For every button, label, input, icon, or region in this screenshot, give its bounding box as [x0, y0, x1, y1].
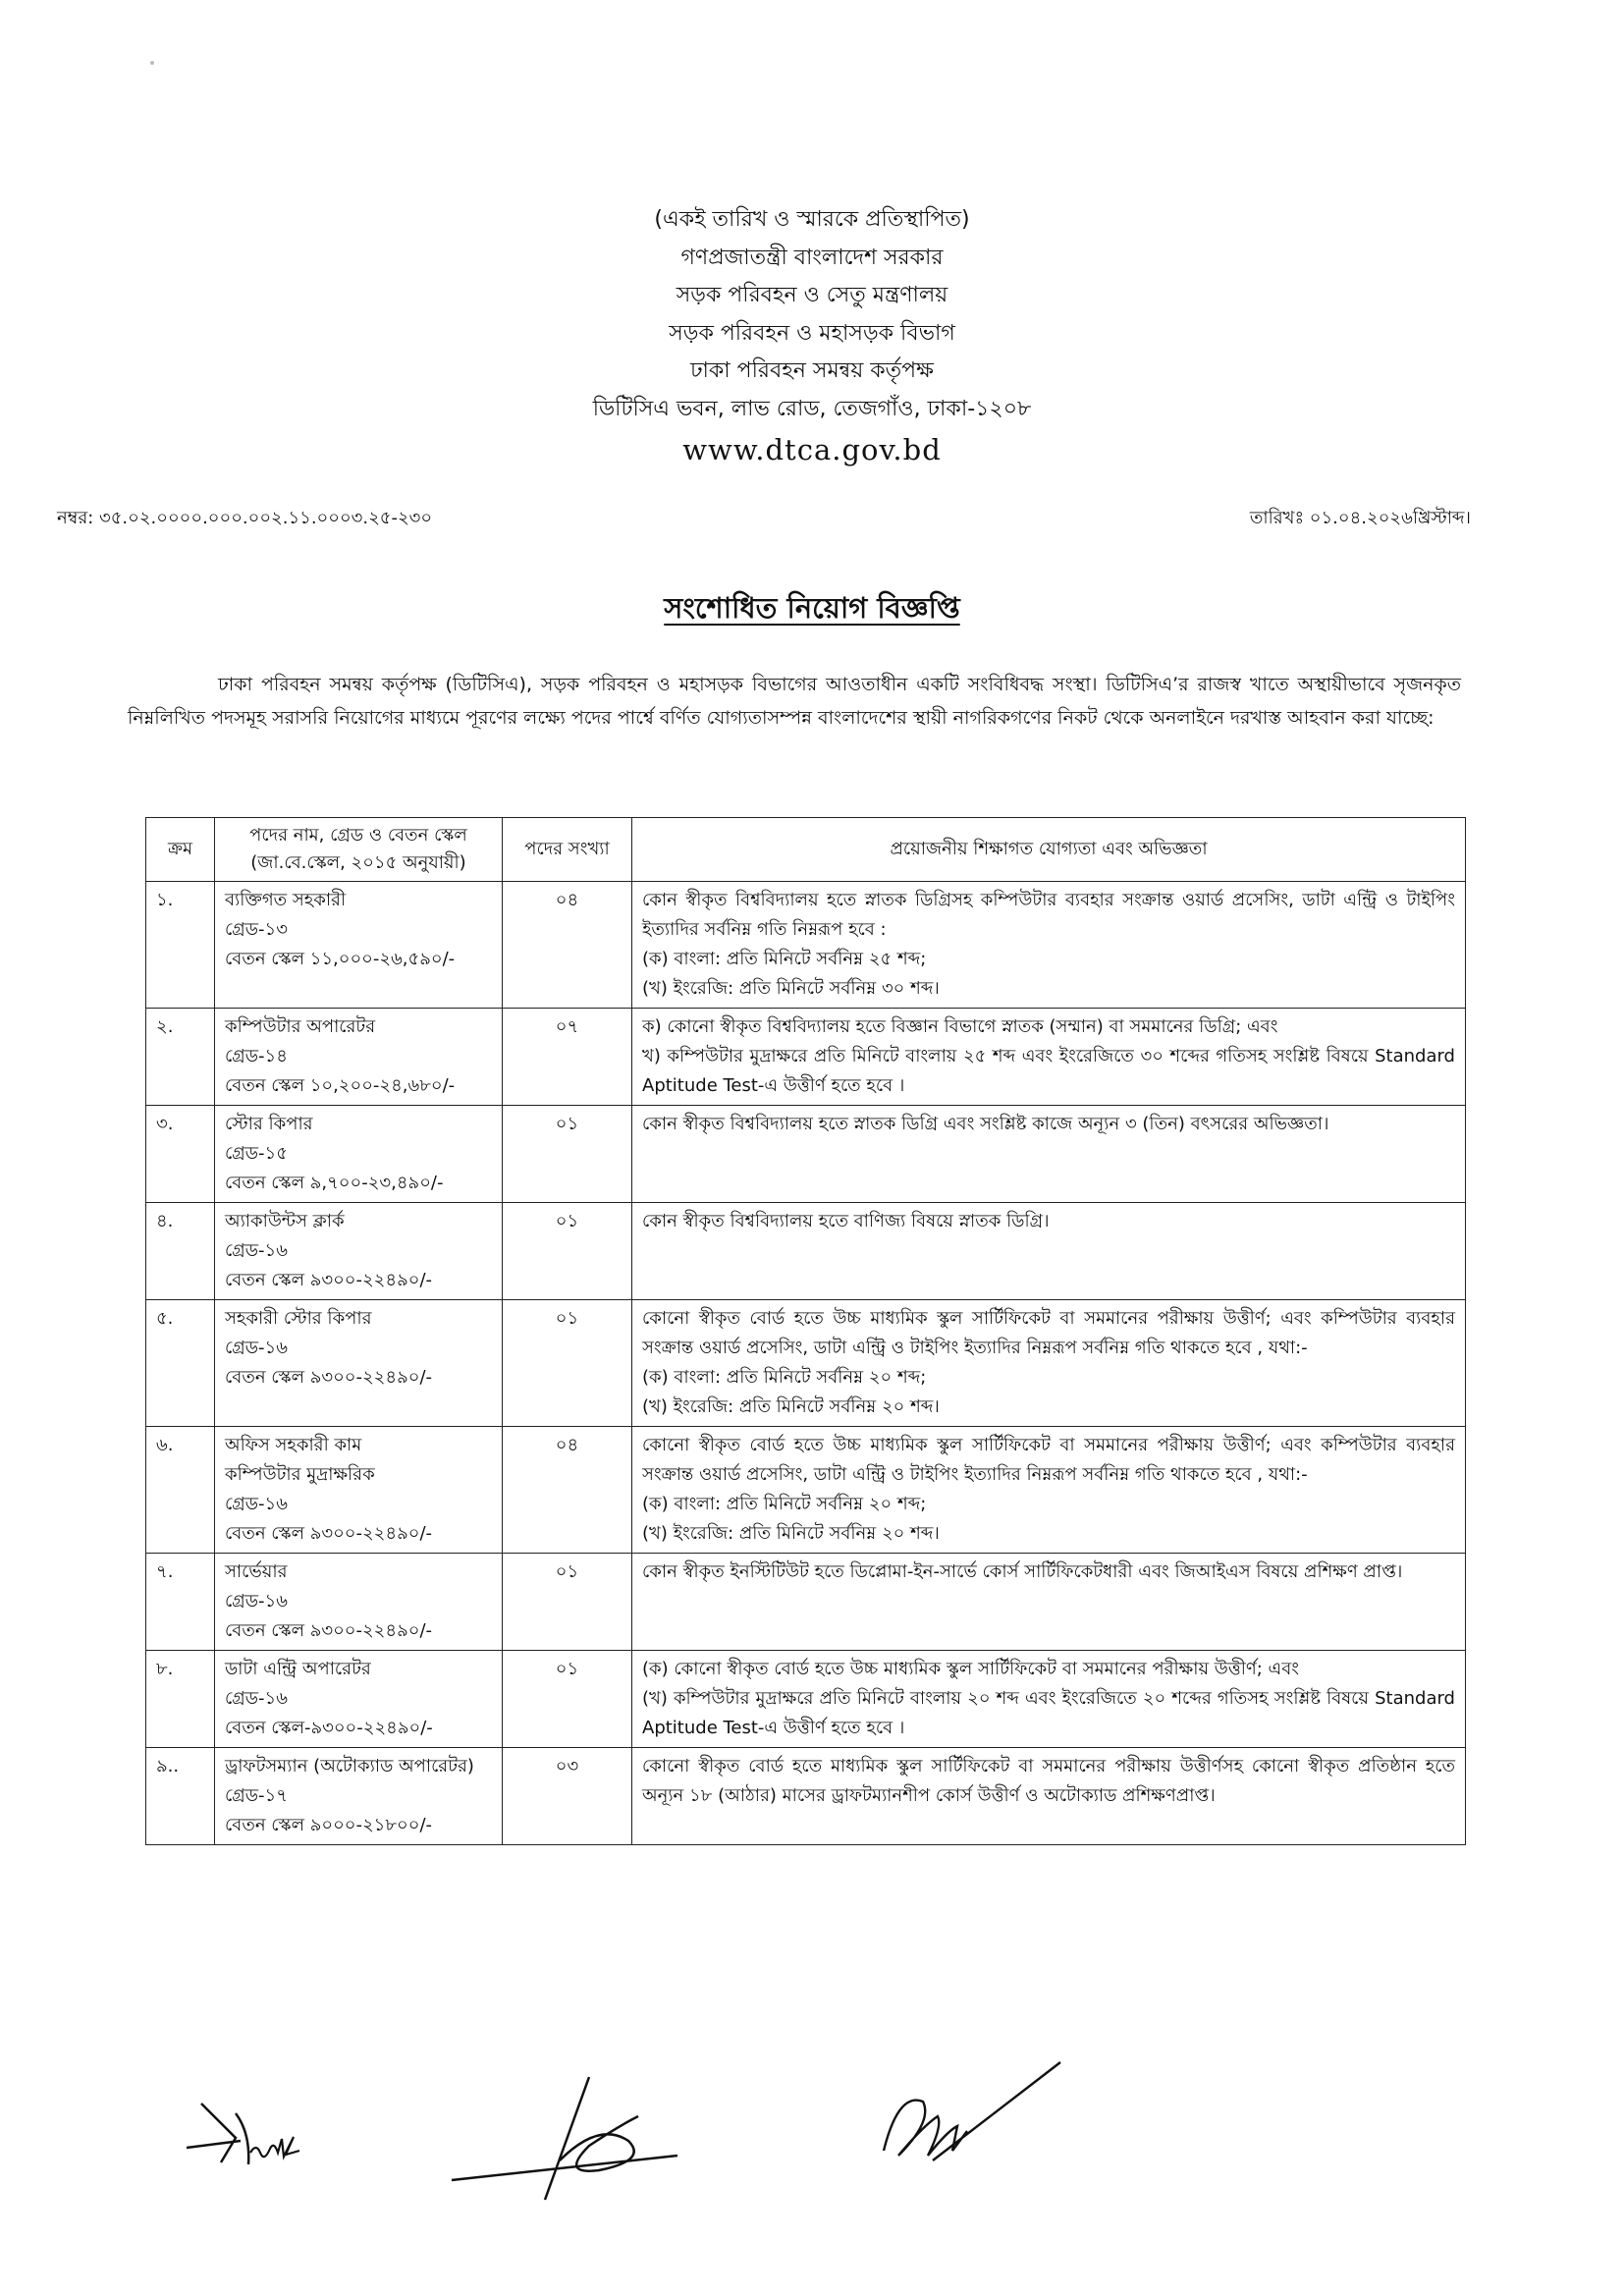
row-serial: ৭.	[146, 1554, 215, 1651]
post-detail-line: ব্যক্তিগত সহকারী	[225, 890, 347, 910]
signature-area	[0, 2043, 1624, 2239]
row-serial: ২.	[146, 1009, 215, 1106]
row-post-count: ০১	[503, 1651, 632, 1748]
signature-right	[864, 2043, 1080, 2190]
table-row	[146, 1203, 1466, 1300]
memo-number: নম্বর: ৩৫.০২.০০০০.০০০.০০২.১১.০০০৩.২৫-২৩০	[57, 508, 433, 528]
post-detail-line: বেতন স্কেল ৯০০০-২১৮০০/-	[225, 1815, 433, 1835]
post-detail-line: গ্রেড-১৭	[225, 1785, 288, 1806]
table-row	[146, 1748, 1466, 1845]
header-line-division: সড়ক পরিবহন ও মহাসড়ক বিভাগ	[669, 320, 955, 346]
intro-paragraph: ঢাকা পরিবহন সমন্বয় কর্তৃপক্ষ (ডিটিসিএ), সড়ক পরিবহন ও মহাসড়ক বিভাগের আওতাধীন একটি সংবিধিবদ্ধ সংস্থা। ডিটিসিএ’র রাজস্ব খাতে অস্থায়ীভাবে সৃজনকৃত নিম্নলিখিত পদসমূহ সরাসরি নিয়োগের মাধ্যমে পূরণের লক্ষ্যে পদের পার্শ্বে বর্ণিত যোগ্যতাসম্পন্ন বাংলাদেশের স্থায়ী নাগরিকগণের নিকট থেকে অনলাইনে দরখাস্ত আহবান করা যাচ্ছে:	[128, 674, 1461, 729]
row-post-count: ০৭	[503, 1009, 632, 1106]
post-detail-line: অ্যাকাউন্টস ক্লার্ক	[225, 1211, 345, 1231]
post-detail-line: কম্পিউটার অপারেটর	[225, 1016, 376, 1037]
row-post-details	[215, 1106, 503, 1203]
table-row	[146, 1009, 1466, 1106]
header-serial: ক্রম	[146, 818, 215, 882]
header-line-address: ডিটিসিএ ভবন, লাভ রোড, তেজগাঁও, ঢাকা-১২০৮	[592, 396, 1032, 421]
qualification-line: (ক) বাংলা: প্রতি মিনিটে সর্বনিম্ন ২০ শব্দ;	[642, 1367, 927, 1388]
row-post-details	[215, 1651, 503, 1748]
row-qualification	[632, 882, 1466, 1009]
row-serial: ১.	[146, 882, 215, 1009]
row-qualification	[632, 1427, 1466, 1554]
post-detail-line: কম্পিউটার মুদ্রাক্ষরিক	[225, 1464, 375, 1485]
post-detail-line: বেতন স্কেল ৯,৭০০-২৩,৪৯০/-	[225, 1173, 444, 1193]
qualification-line: কোনো স্বীকৃত বোর্ড হতে উচ্চ মাধ্যমিক স্কুল সার্টিফিকেট বা সমমানের পরীক্ষায় উত্তীর্ণ; এবং কম্পিউটার ব্যবহার সংক্রান্ত ওয়ার্ড প্রসেসিং, ডাটা এন্ট্রি ও টাইপিং ইত্যাদির নিম্নরূপ সর্বনিম্ন গতি থাকতে হবে , যথা:-	[642, 1308, 1455, 1358]
notice-title-text: সংশোধিত নিয়োগ বিজ্ঞপ্তি	[664, 591, 960, 625]
header-count: পদের সংখ্যা	[503, 818, 632, 882]
row-serial: ৮.	[146, 1651, 215, 1748]
post-detail-line: গ্রেড-১৬	[225, 1240, 288, 1261]
table-row	[146, 882, 1466, 1009]
qualification-line: (খ) ইংরেজি: প্রতি মিনিটে সর্বনিম্ন ২০ শব্দ।	[642, 1396, 940, 1417]
post-detail-line: বেতন স্কেল ১০,২০০-২৪,৬৮০/-	[225, 1075, 456, 1096]
post-detail-line: স্টোর কিপার	[225, 1114, 313, 1134]
row-qualification	[632, 1651, 1466, 1748]
table-row	[146, 1106, 1466, 1203]
row-post-count: ০১	[503, 1554, 632, 1651]
row-post-details	[215, 1009, 503, 1106]
post-detail-line: বেতন স্কেল ৯৩০০-২২৪৯০/-	[225, 1523, 433, 1544]
row-serial: ৬.	[146, 1427, 215, 1554]
row-qualification	[632, 1554, 1466, 1651]
row-qualification	[632, 1203, 1466, 1300]
header-post: পদের নাম, গ্রেড ও বেতন স্কেল (জা.বে.স্কেল, ২০১৫ অনুযায়ী)	[215, 818, 503, 882]
header-line-replacement-note: (একই তারিখ ও স্মারকে প্রতিস্থাপিত)	[654, 207, 970, 232]
scan-mark	[147, 59, 157, 67]
qualification-line: (খ) কম্পিউটার মুদ্রাক্ষরে প্রতি মিনিটে বাংলায় ২০ শব্দ এবং ইংরেজিতে ২০ শব্দের গতিসহ সংশ্লিষ্ট বিষয়ে Standard Aptitude Test-এ উত্তীর্ণ হতে হবে ।	[642, 1688, 1455, 1738]
row-qualification	[632, 1009, 1466, 1106]
row-post-count: ০৪	[503, 1427, 632, 1554]
table-header-row	[146, 818, 1466, 882]
qualification-line: ক) কোনো স্বীকৃত বিশ্ববিদ্যালয় হতে বিজ্ঞান বিভাগে স্নাতক (সম্মান) বা সমমানের ডিগ্রি; এবং	[642, 1016, 1278, 1037]
vacancy-table	[145, 817, 1466, 1845]
post-detail-line: গ্রেড-১৪	[225, 1046, 288, 1066]
header-line-ministry: সড়ক পরিবহন ও সেতু মন্ত্রণালয়	[676, 283, 948, 307]
post-detail-line: ডাটা এন্ট্রি অপারেটর	[225, 1659, 371, 1679]
post-detail-line: গ্রেড-১৬	[225, 1591, 288, 1612]
header-website: www.dtca.gov.bd	[682, 433, 942, 466]
qualification-line: (খ) ইংরেজি: প্রতি মিনিটে সর্বনিম্ন ২০ শব্দ।	[642, 1523, 940, 1544]
post-detail-line: বেতন স্কেল ৯৩০০-২২৪৯০/-	[225, 1270, 433, 1290]
qualification-line: (ক) কোনো স্বীকৃত বোর্ড হতে উচ্চ মাধ্যমিক স্কুল সার্টিফিকেট বা সমমানের পরীক্ষায় উত্তীর্ণ; এবং	[642, 1659, 1299, 1679]
qualification-line: খ) কম্পিউটার মুদ্রাক্ষরে প্রতি মিনিটে বাংলায় ২৫ শব্দ এবং ইংরেজিতে ৩০ শব্দের গতিসহ সংশ্লিষ্ট বিষয়ে Standard Aptitude Test-এ উত্তীর্ণ হতে হবে ।	[642, 1046, 1455, 1096]
row-post-count: ০১	[503, 1300, 632, 1427]
post-detail-line: গ্রেড-১৬	[225, 1688, 288, 1709]
row-post-details	[215, 1554, 503, 1651]
row-serial: ৯..	[146, 1748, 215, 1845]
qualification-line: (খ) ইংরেজি: প্রতি মিনিটে সর্বনিম্ন ৩০ শব্দ।	[642, 978, 940, 999]
post-detail-line: গ্রেড-১৫	[225, 1143, 288, 1164]
signature-center	[442, 2062, 697, 2210]
post-detail-line: ড্রাফটসম্যান (অটোক্যাড অপারেটর)	[225, 1756, 474, 1777]
post-detail-line: সার্ভেয়ার	[225, 1561, 288, 1582]
header-line-government: গণপ্রজাতন্ত্রী বাংলাদেশ সরকার	[680, 245, 944, 270]
post-detail-line: বেতন স্কেল-৯৩০০-২২৪৯০/-	[225, 1718, 433, 1738]
table-row	[146, 1300, 1466, 1427]
post-detail-line: সহকারী স্টোর কিপার	[225, 1308, 372, 1329]
row-qualification	[632, 1300, 1466, 1427]
row-serial: ৪.	[146, 1203, 215, 1300]
post-detail-line: বেতন স্কেল ১১,০০০-২৬,৫৯০/-	[225, 949, 456, 969]
row-post-details	[215, 1427, 503, 1554]
row-serial: ৩.	[146, 1106, 215, 1203]
notice-title	[0, 586, 1624, 634]
memo-date: তারিখঃ ০১.০৪.২০২৬খ্রিস্টাব্দ।	[1249, 508, 1471, 528]
header-line-authority: ঢাকা পরিবহন সমন্বয় কর্তৃপক্ষ	[690, 358, 934, 383]
row-post-count: ০১	[503, 1106, 632, 1203]
row-post-details	[215, 882, 503, 1009]
row-post-count: ০৪	[503, 882, 632, 1009]
row-serial: ৫.	[146, 1300, 215, 1427]
row-post-details	[215, 1203, 503, 1300]
qualification-line: কোন স্বীকৃত বিশ্ববিদ্যালয় হতে বাণিজ্য বিষয়ে স্নাতক ডিগ্রি।	[642, 1211, 1050, 1231]
row-qualification	[632, 1106, 1466, 1203]
qualification-line: কোন স্বীকৃত ইনস্টিটিউট হতে ডিপ্লোমা-ইন-সার্ভে কোর্স সার্টিফিকেটধারী এবং জিআইএস বিষয়ে প্রশিক্ষণ প্রাপ্ত।	[642, 1561, 1403, 1582]
qualification-line: কোনো স্বীকৃত বোর্ড হতে মাধ্যমিক স্কুল সার্টিফিকেট বা সমমানের পরীক্ষায় উত্তীর্ণসহ কোনো স্বীকৃত প্রতিষ্ঠান হতে অন্যূন ১৮ (আঠার) মাসের ড্রাফটম্যানশীপ কোর্স উত্তীর্ণ ও অটোক্যাড প্রশিক্ষণপ্রাপ্ত।	[642, 1756, 1455, 1806]
table-row	[146, 1427, 1466, 1554]
post-detail-line: বেতন স্কেল ৯৩০০-২২৪৯০/-	[225, 1620, 433, 1641]
post-detail-line: বেতন স্কেল ৯৩০০-২২৪৯০/-	[225, 1367, 433, 1388]
row-post-count: ০১	[503, 1203, 632, 1300]
letterhead	[0, 201, 1624, 471]
row-post-count: ০৩	[503, 1748, 632, 1845]
row-post-details	[215, 1748, 503, 1845]
qualification-line: কোনো স্বীকৃত বোর্ড হতে উচ্চ মাধ্যমিক স্কুল সার্টিফিকেট বা সমমানের পরীক্ষায় উত্তীর্ণ; এবং কম্পিউটার ব্যবহার সংক্রান্ত ওয়ার্ড প্রসেসিং, ডাটা এন্ট্রি ও টাইপিং ইত্যাদির নিম্নরূপ সর্বনিম্ন গতি থাকতে হবে , যথা:-	[642, 1435, 1455, 1485]
qualification-line: (ক) বাংলা: প্রতি মিনিটে সর্বনিম্ন ২০ শব্দ;	[642, 1494, 927, 1514]
post-detail-line: গ্রেড-১৩	[225, 919, 288, 940]
qualification-line: কোন স্বীকৃত বিশ্ববিদ্যালয় হতে স্নাতক ডিগ্রি এবং সংশ্লিষ্ট কাজে অন্যূন ৩ (তিন) বৎসরের অভিজ্ঞতা।	[642, 1114, 1329, 1134]
qualification-line: কোন স্বীকৃত বিশ্ববিদ্যালয় হতে স্নাতক ডিগ্রিসহ কম্পিউটার ব্যবহার সংক্রান্ত ওয়ার্ড প্রসেসিং, ডাটা এন্ট্রি ও টাইপিং ইত্যাদির সর্বনিম্ন গতি নিম্নরূপ হবে :	[642, 890, 1455, 940]
qualification-line: (ক) বাংলা: প্রতি মিনিটে সর্বনিম্ন ২৫ শব্দ;	[642, 949, 927, 969]
table-row	[146, 1651, 1466, 1748]
table-body	[146, 882, 1466, 1845]
header-qualification: প্রয়োজনীয় শিক্ষাগত যোগ্যতা এবং অভিজ্ঞতা	[632, 818, 1466, 882]
row-qualification	[632, 1748, 1466, 1845]
table-row	[146, 1554, 1466, 1651]
post-detail-line: গ্রেড-১৬	[225, 1338, 288, 1358]
post-detail-line: গ্রেড-১৬	[225, 1494, 288, 1514]
signature-left	[182, 2094, 319, 2182]
row-post-details	[215, 1300, 503, 1427]
post-detail-line: অফিস সহকারী কাম	[225, 1435, 362, 1455]
